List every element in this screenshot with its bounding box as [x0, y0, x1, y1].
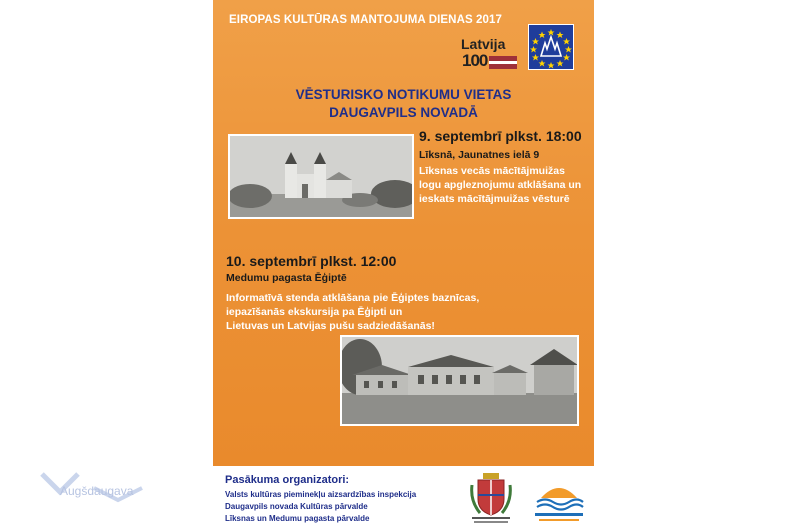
event-2-description-line: iepazīšanās ekskursija pa Ēģipti un: [226, 306, 403, 318]
latvija-logo-number: 100: [462, 51, 488, 70]
event-2-description-line: Informatīvā stenda atklāšana pie Ēģiptes baznīcas,: [226, 292, 480, 304]
latvian-flag-icon: [489, 56, 517, 69]
event-2-place: Medumu pagasta Ēģiptē: [226, 272, 347, 284]
event-1-place: Līksnā, Jaunatnes ielā 9: [419, 149, 540, 161]
watermark-text: Augšdaugava: [60, 484, 134, 498]
event-series-title: EIROPAS KULTŪRAS MANTOJUMA DIENAS 2017: [229, 14, 503, 26]
event-2-description-line: Lietuvas un Latvijas pušu sadziedāšanās!: [226, 320, 435, 332]
organizer-item: Valsts kultūras pieminekļu aizsardzības inspekcija: [225, 490, 417, 499]
augsdaugava-watermark: [38, 470, 188, 510]
organizer-item: Līksnas un Medumu pagasta pārvalde: [225, 514, 370, 523]
latvija-logo-word: Latvija: [461, 36, 506, 52]
event-1-description-line: ieskats mācītājmuižas vēsturē: [419, 193, 570, 205]
event-2-description: [226, 291, 501, 333]
organizer-item: Daugavpils novada Kultūras pārvalde: [225, 502, 368, 511]
liksna-church-photo: [228, 134, 414, 219]
event-1-description-line: logu apgleznojumu atklāšana un: [419, 179, 582, 191]
daugavpils-novads-logo: [531, 478, 587, 524]
event-poster: [213, 0, 594, 466]
event-2-date: 10. septembrī plkst. 12:00: [226, 253, 397, 269]
event-1-description-line: Līksnas vecās mācītājmuižas: [419, 165, 565, 177]
latvija-100-logo: [461, 36, 519, 72]
heritage-inspection-coat-of-arms: [468, 471, 514, 525]
event-1-date: 9. septembrī plkst. 18:00: [419, 128, 582, 144]
european-heritage-days-logo: [528, 24, 574, 70]
poster-title-line-2: DAUGAVPILS NOVADĀ: [329, 105, 478, 120]
poster-footer: [213, 466, 594, 531]
poster-title-line-1: VĒSTURISKO NOTIKUMU VIETAS: [295, 87, 512, 102]
event-1-description: [419, 164, 591, 206]
organizers-heading: Pasākuma organizatori:: [225, 474, 350, 486]
egipte-buildings-photo: [340, 335, 579, 426]
